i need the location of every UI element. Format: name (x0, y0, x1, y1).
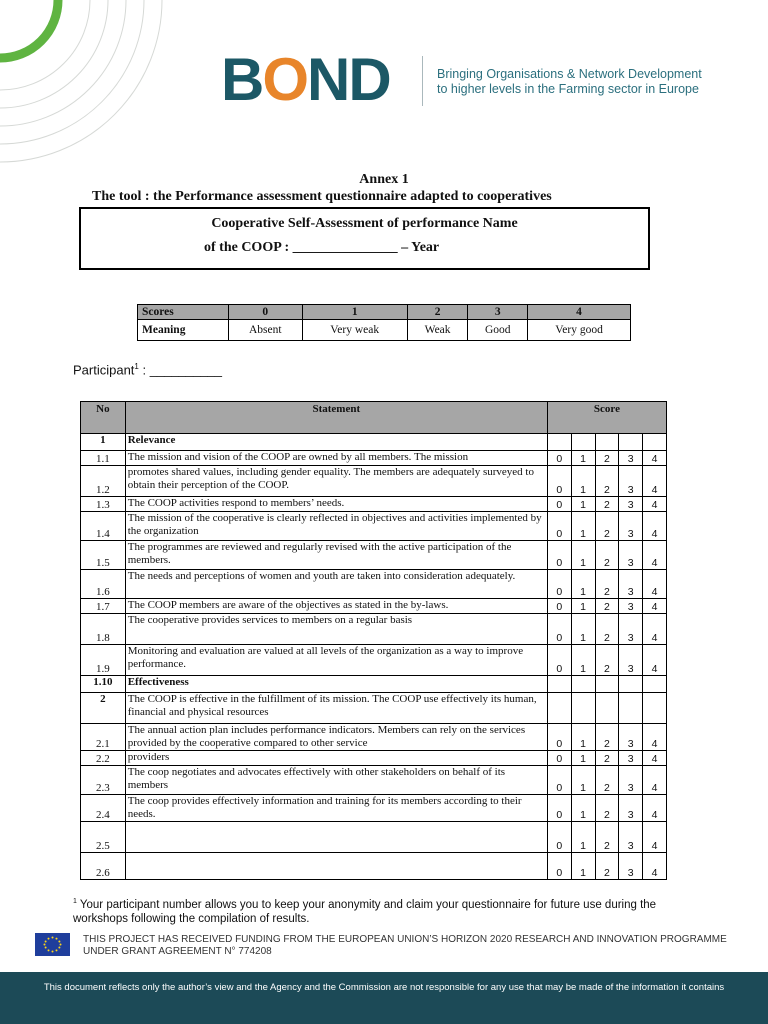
score-option[interactable]: 3 (619, 466, 643, 497)
score-option[interactable]: 2 (595, 766, 619, 795)
row-number: 1.9 (81, 645, 126, 676)
funding-line2: UNDER GRANT AGREEMENT N° 774208 (83, 946, 272, 957)
funding-line1: THIS PROJECT HAS RECEIVED FUNDING FROM THE EUROPEAN UNION’S HORIZON 2020 RESEARCH AND INNOVATION PROGRAMME (83, 934, 727, 945)
score-option (571, 693, 595, 724)
score-option (643, 693, 667, 724)
row-number: 1.6 (81, 570, 126, 599)
score-option[interactable]: 2 (595, 599, 619, 614)
score-option[interactable]: 0 (547, 822, 571, 853)
score-option[interactable]: 2 (595, 751, 619, 766)
table-row (81, 795, 667, 822)
score-option[interactable]: 0 (547, 541, 571, 570)
score-option[interactable]: 0 (547, 614, 571, 645)
disclaimer-text: This document reflects only the author’s view and the Agency and the Commission are not responsible for any use that may be made of the information it contains (43, 982, 725, 993)
score-option[interactable]: 3 (619, 853, 643, 880)
score-option (643, 434, 667, 451)
tagline-line2: to higher levels in the Farming sector in Europe (437, 82, 699, 96)
table-row (81, 570, 667, 599)
score-option[interactable]: 1 (571, 599, 595, 614)
score-option[interactable]: 0 (547, 451, 571, 466)
score-option (571, 434, 595, 451)
score-option (643, 676, 667, 693)
score-option[interactable]: 4 (643, 724, 667, 751)
box-line2: of the COOP : _______________ – Year (204, 240, 440, 255)
score-option[interactable]: 1 (571, 822, 595, 853)
score-option[interactable]: 4 (643, 822, 667, 853)
scores-cell: 3 (468, 305, 528, 320)
bond-logo (221, 46, 390, 113)
score-option[interactable]: 0 (547, 724, 571, 751)
row-number: 2.6 (81, 853, 126, 880)
tagline (437, 67, 702, 97)
row-statement: The cooperative provides services to members on a regular basis (125, 614, 547, 645)
score-option[interactable]: 4 (643, 512, 667, 541)
header-statement: Statement (125, 402, 547, 434)
logo-letter-d: D (348, 46, 390, 113)
meaning-cell: Very weak (302, 320, 407, 341)
logo-letter-n: N (307, 46, 349, 113)
score-option[interactable]: 0 (547, 645, 571, 676)
row-number: 1.5 (81, 541, 126, 570)
footer-bar (0, 972, 768, 1024)
participant-field[interactable] (73, 362, 222, 377)
score-option[interactable]: 0 (547, 766, 571, 795)
row-statement: The coop provides effectively information and training for its members according to their needs. (125, 795, 547, 822)
scores-cell: 1 (302, 305, 407, 320)
table-row (81, 599, 667, 614)
row-number: 2.3 (81, 766, 126, 795)
questionnaire-table (80, 401, 667, 880)
scores-cell: 2 (407, 305, 467, 320)
score-option[interactable]: 4 (643, 795, 667, 822)
score-option[interactable]: 3 (619, 645, 643, 676)
meaning-cell: Very good (528, 320, 631, 341)
table-row (81, 693, 667, 724)
score-option[interactable]: 1 (571, 614, 595, 645)
score-option[interactable]: 1 (571, 541, 595, 570)
row-number: 1.3 (81, 497, 126, 512)
score-option[interactable]: 2 (595, 724, 619, 751)
meaning-cell: Meaning (138, 320, 229, 341)
row-statement (125, 853, 547, 880)
score-option[interactable]: 2 (595, 795, 619, 822)
table-row (81, 676, 667, 693)
row-statement: The mission and vision of the COOP are owned by all members. The mission (125, 451, 547, 466)
corner-arc-decoration (0, 0, 210, 180)
score-option[interactable]: 3 (619, 570, 643, 599)
score-option[interactable]: 2 (595, 570, 619, 599)
score-option (595, 676, 619, 693)
logo-letter-b: B (221, 46, 263, 113)
score-option[interactable]: 1 (571, 795, 595, 822)
score-option (595, 693, 619, 724)
score-option[interactable]: 1 (571, 466, 595, 497)
row-number: 2.4 (81, 795, 126, 822)
table-row (81, 614, 667, 645)
participant-blank: : __________ (138, 362, 223, 378)
footnote-mark: 1 (73, 898, 77, 905)
questionnaire-header-row (81, 402, 667, 434)
table-row (81, 822, 667, 853)
participant-label: Participant (73, 362, 135, 378)
score-option[interactable]: 1 (571, 570, 595, 599)
table-row (81, 434, 667, 451)
score-option[interactable]: 1 (571, 512, 595, 541)
row-number: 1.8 (81, 614, 126, 645)
meaning-row (138, 320, 631, 341)
score-option[interactable]: 4 (643, 751, 667, 766)
score-option[interactable]: 1 (571, 853, 595, 880)
score-option[interactable]: 0 (547, 599, 571, 614)
scores-legend-table (137, 304, 631, 341)
coop-name-box (79, 207, 650, 270)
tagline-line1: Bringing Organisations & Network Development (437, 67, 702, 81)
row-statement: Relevance (125, 434, 547, 451)
row-statement: The coop negotiates and advocates effectively with other stakeholders on behalf of its members (125, 766, 547, 795)
annex-title: Annex 1 (359, 172, 409, 187)
row-statement: providers (125, 751, 547, 766)
questionnaire-body (81, 434, 667, 880)
row-number: 2.5 (81, 822, 126, 853)
score-option[interactable]: 2 (595, 497, 619, 512)
row-statement (125, 822, 547, 853)
score-option[interactable]: 4 (643, 853, 667, 880)
row-statement: The mission of the cooperative is clearly reflected in objectives and activities implemented by the organization (125, 512, 547, 541)
score-option[interactable]: 3 (619, 451, 643, 466)
score-option[interactable]: 1 (571, 451, 595, 466)
scores-cell: Scores (138, 305, 229, 320)
score-option[interactable]: 4 (643, 766, 667, 795)
score-option[interactable]: 2 (595, 451, 619, 466)
meaning-cell: Good (468, 320, 528, 341)
eu-flag-icon (35, 933, 70, 956)
row-number: 1.7 (81, 599, 126, 614)
table-row (81, 766, 667, 795)
row-statement: Monitoring and evaluation are valued at all levels of the organization as a way to improve performance. (125, 645, 547, 676)
meaning-cell: Absent (229, 320, 303, 341)
scores-cell: 4 (528, 305, 631, 320)
row-statement: promotes shared values, including gender equality. The members are adequately surveyed to obtain their perception of the COOP. (125, 466, 547, 497)
score-option (547, 434, 571, 451)
row-number: 1.1 (81, 451, 126, 466)
table-row (81, 724, 667, 751)
score-option[interactable]: 1 (571, 724, 595, 751)
table-row (81, 497, 667, 512)
score-option[interactable]: 0 (547, 512, 571, 541)
score-option[interactable]: 1 (571, 766, 595, 795)
score-option[interactable]: 0 (547, 795, 571, 822)
meaning-cell: Weak (407, 320, 467, 341)
funding-notice (83, 934, 727, 958)
table-row (81, 451, 667, 466)
logo-letter-o: O (262, 46, 308, 113)
score-option[interactable]: 4 (643, 570, 667, 599)
score-option[interactable]: 2 (595, 822, 619, 853)
document-subtitle: The tool : the Performance assessment questionnaire adapted to cooperatives (92, 189, 552, 204)
row-number: 2.1 (81, 724, 126, 751)
score-option[interactable]: 3 (619, 724, 643, 751)
scores-cell: 0 (229, 305, 303, 320)
participant-footnote-mark: 1 (134, 362, 139, 371)
row-number: 1.10 (81, 676, 126, 693)
score-option[interactable]: 2 (595, 541, 619, 570)
score-option (547, 693, 571, 724)
score-option (547, 676, 571, 693)
score-option[interactable]: 3 (619, 614, 643, 645)
footnote (73, 895, 673, 926)
score-option (619, 434, 643, 451)
row-statement: Effectiveness (125, 676, 547, 693)
row-number: 2.2 (81, 751, 126, 766)
score-option (595, 434, 619, 451)
score-option[interactable]: 0 (547, 570, 571, 599)
row-statement: The COOP members are aware of the objectives as stated in the by-laws. (125, 599, 547, 614)
row-number: 1.2 (81, 466, 126, 497)
logo-divider (422, 56, 423, 106)
row-statement: The COOP is effective in the fulfillment of its mission. The COOP use effectively its human, financial and physical resources (125, 693, 547, 724)
score-option[interactable]: 3 (619, 822, 643, 853)
score-option[interactable]: 1 (571, 645, 595, 676)
score-option[interactable]: 3 (619, 541, 643, 570)
table-row (81, 751, 667, 766)
row-number: 1.4 (81, 512, 126, 541)
row-statement: The programmes are reviewed and regularly revised with the active participation of the members. (125, 541, 547, 570)
row-statement: The COOP activities respond to members’ needs. (125, 497, 547, 512)
score-option[interactable]: 2 (595, 614, 619, 645)
score-option[interactable]: 4 (643, 645, 667, 676)
footnote-text: Your participant number allows you to keep your anonymity and claim your questionnaire for future use during the workshops following the compilation of results. (73, 898, 657, 925)
table-row (81, 541, 667, 570)
score-option[interactable]: 1 (571, 497, 595, 512)
score-option[interactable]: 3 (619, 599, 643, 614)
row-statement: The needs and perceptions of women and youth are taken into consideration adequately. (125, 570, 547, 599)
score-option (619, 693, 643, 724)
score-option[interactable]: 0 (547, 751, 571, 766)
box-line1: Cooperative Self-Assessment of performance Name (211, 216, 518, 231)
score-option[interactable]: 3 (619, 766, 643, 795)
score-option[interactable]: 3 (619, 512, 643, 541)
score-option (571, 676, 595, 693)
score-option[interactable]: 0 (547, 497, 571, 512)
score-option[interactable]: 4 (643, 614, 667, 645)
table-row (81, 853, 667, 880)
score-option[interactable]: 4 (643, 599, 667, 614)
table-row (81, 466, 667, 497)
scores-header-row (138, 305, 631, 320)
score-option[interactable]: 2 (595, 853, 619, 880)
score-option[interactable]: 2 (595, 512, 619, 541)
score-option[interactable]: 2 (595, 645, 619, 676)
score-option[interactable]: 4 (643, 451, 667, 466)
score-option[interactable]: 4 (643, 541, 667, 570)
score-option[interactable]: 1 (571, 751, 595, 766)
header-score: Score (547, 402, 666, 434)
score-option (619, 676, 643, 693)
score-option[interactable]: 4 (643, 466, 667, 497)
score-option[interactable]: 0 (547, 853, 571, 880)
score-option[interactable]: 2 (595, 466, 619, 497)
row-number: 1 (81, 434, 126, 451)
score-option[interactable]: 4 (643, 497, 667, 512)
score-option[interactable]: 3 (619, 497, 643, 512)
score-option[interactable]: 0 (547, 466, 571, 497)
table-row (81, 512, 667, 541)
score-option[interactable]: 3 (619, 751, 643, 766)
table-row (81, 645, 667, 676)
score-option[interactable]: 3 (619, 795, 643, 822)
header-no: No (81, 402, 126, 434)
row-number: 2 (81, 693, 126, 724)
row-statement: The annual action plan includes performance indicators. Members can rely on the services provided by the cooperative compared to other service (125, 724, 547, 751)
